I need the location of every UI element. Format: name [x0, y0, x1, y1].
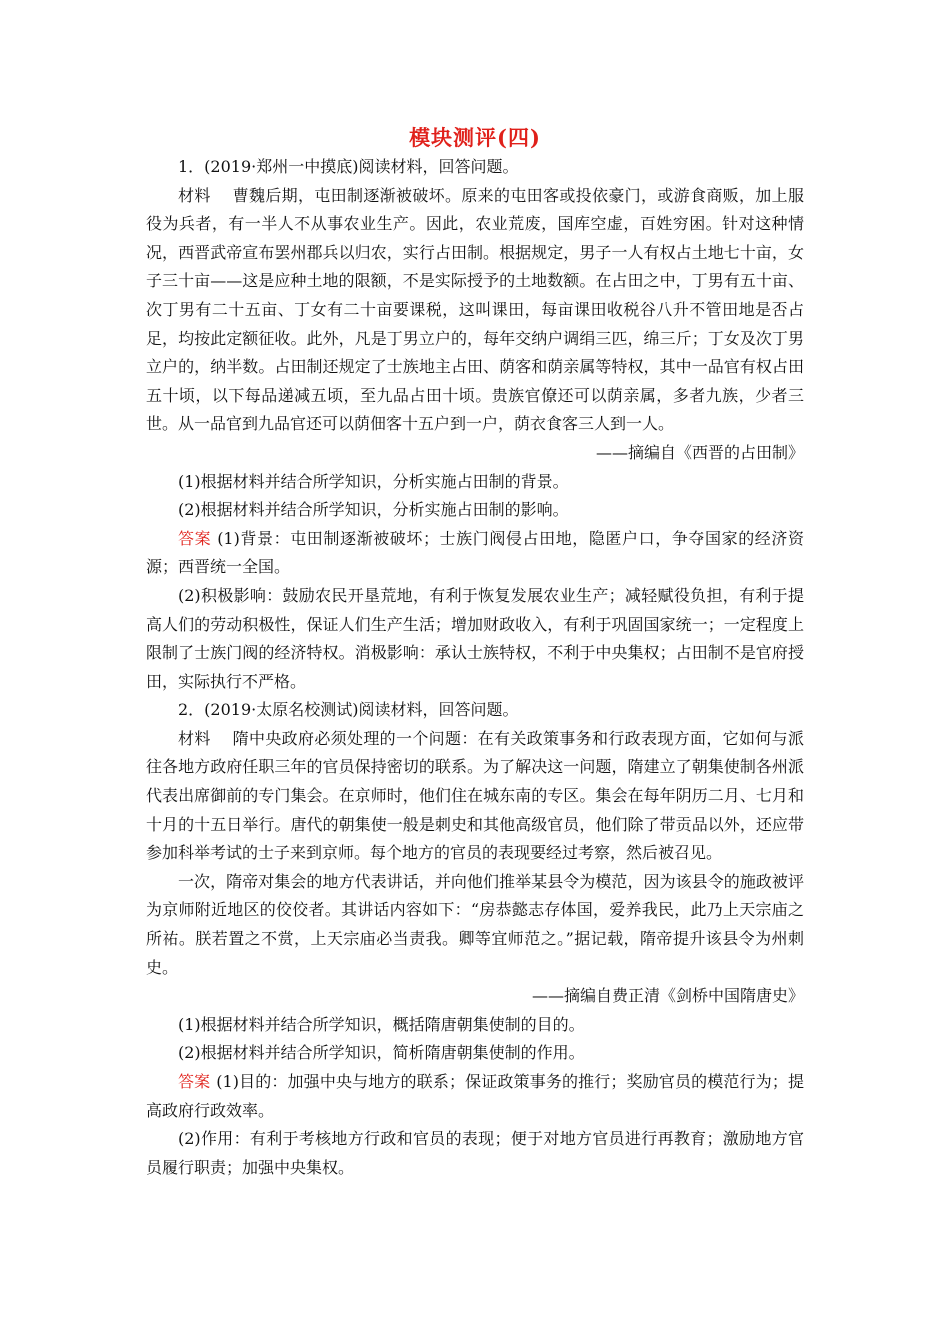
question-2-heading: 2．(2019·太原名校测试)阅读材料，回答问题。 [178, 700, 519, 720]
material-label: 材料 [178, 185, 211, 205]
question-2-source: ——摘编自费正清《剑桥中国隋唐史》 [531, 986, 804, 1006]
question-1-material [146, 182, 804, 439]
answer-label: 答案 [178, 528, 212, 548]
question-2-answer-1 [146, 1068, 804, 1125]
question-1-answer-1-text: (1)背景：屯田制逐渐被破坏；士族门阀侵占田地，隐匿户口，争夺国家的经济资源；西晋统一全国。 [146, 528, 804, 577]
material-label: 材料 [178, 728, 211, 748]
question-1-answer-1 [146, 525, 804, 582]
question-2-answer-2: (2)作用：有利于考核地方行政和官员的表现；便于对地方官员进行再教育；激励地方官员履行职责；加强中央集权。 [146, 1129, 804, 1177]
document-content [146, 153, 804, 1182]
question-2-material [146, 725, 804, 868]
question-1-source: ——摘编自《西晋的占田制》 [595, 442, 804, 462]
question-2-material-text: 隋中央政府必须处理的一个问题：在有关政策事务和行政表现方面，它如何与派往各地方政府任职三年的官员保持密切的联系。为了解决这一问题，隋建立了朝集使制各州派代表出席御前的专门集会。在京师时，他们住在城东南的专区。集会在每年阴历二月、七月和十月的十五日举行。唐代的朝集使一般是刺史和其他高级官员，他们除了带贡品以外，还应带参加科举考试的士子来到京师。每个地方的官员的表现要经过考察，然后被召见。 [146, 728, 804, 863]
page-title: 模块测评(四) [409, 125, 541, 150]
question-2-answer-1-text: (1)目的：加强中央与地方的联系；保证政策事务的推行；奖励官员的模范行为；提高政府行政效率。 [146, 1072, 804, 1120]
question-1-material-text: 曹魏后期，屯田制逐渐被破坏。原来的屯田客或投依豪门，或游食商贩，加上服役为兵者，有一半人不从事农业生产。因此，农业荒废，国库空虚，百姓穷困。针对这种情况，西晋武帝宣布罢州郡兵以归农，实行占田制。根据规定，男子一人有权占土地七十亩，女子三十亩——这是应种土地的限额，不是实际授予的土地数额。在占田之中，丁男有五十亩、次丁男有二十五亩、丁女有二十亩要课税，这叫课田，每亩课田收税谷八升不管田地是否占足，均按此定额征收。此外，凡是丁男立户的，每年交纳户调绢三匹，绵三斤；丁女及次丁男立户的，纳半数。占田制还规定了士族地主占田、荫客和荫亲属等特权，其中一品官有权占田五十顷，以下每品递减五顷，至九品占田十顷。贵族官僚还可以荫亲属，多者九族，少者三世。从一品官到九品官还可以荫佃客十五户到一户，荫衣食客三人到一人。 [146, 185, 804, 434]
question-1-heading: 1．(2019·郑州一中摸底)阅读材料，回答问题。 [178, 157, 519, 176]
question-2-sub1: (1)根据材料并结合所学知识，概括隋唐朝集使制的目的。 [178, 1014, 585, 1034]
question-1-sub2: (2)根据材料并结合所学知识，分析实施占田制的影响。 [178, 500, 569, 520]
answer-label: 答案 [178, 1072, 211, 1091]
question-2-material-continued: 一次，隋帝对集会的地方代表讲话，并向他们推举某县令为模范，因为该县令的施政被评为京师附近地区的佼佼者。其讲话内容如下：“房恭懿志存体国，爱养我民，此乃上天宗庙之所祐。朕若置之不赏，上天宗庙必当责我。卿等宜师范之。”据记载，隋帝提升该县令为州刺史。 [146, 871, 804, 977]
question-1-sub1: (1)根据材料并结合所学知识，分析实施占田制的背景。 [178, 471, 569, 491]
question-1-answer-2: (2)积极影响：鼓励农民开垦荒地，有利于恢复发展农业生产；减轻赋役负担，有利于提高人们的劳动积极性，保证人们生产生活；增加财政收入，有利于巩固国家统一；一定程度上限制了士族门阀的经济特权。消极影响：承认士族特权，不利于中央集权；占田制不是官府授田，实际执行不严格。 [146, 585, 804, 691]
question-2-sub2: (2)根据材料并结合所学知识，简析隋唐朝集使制的作用。 [178, 1043, 585, 1063]
